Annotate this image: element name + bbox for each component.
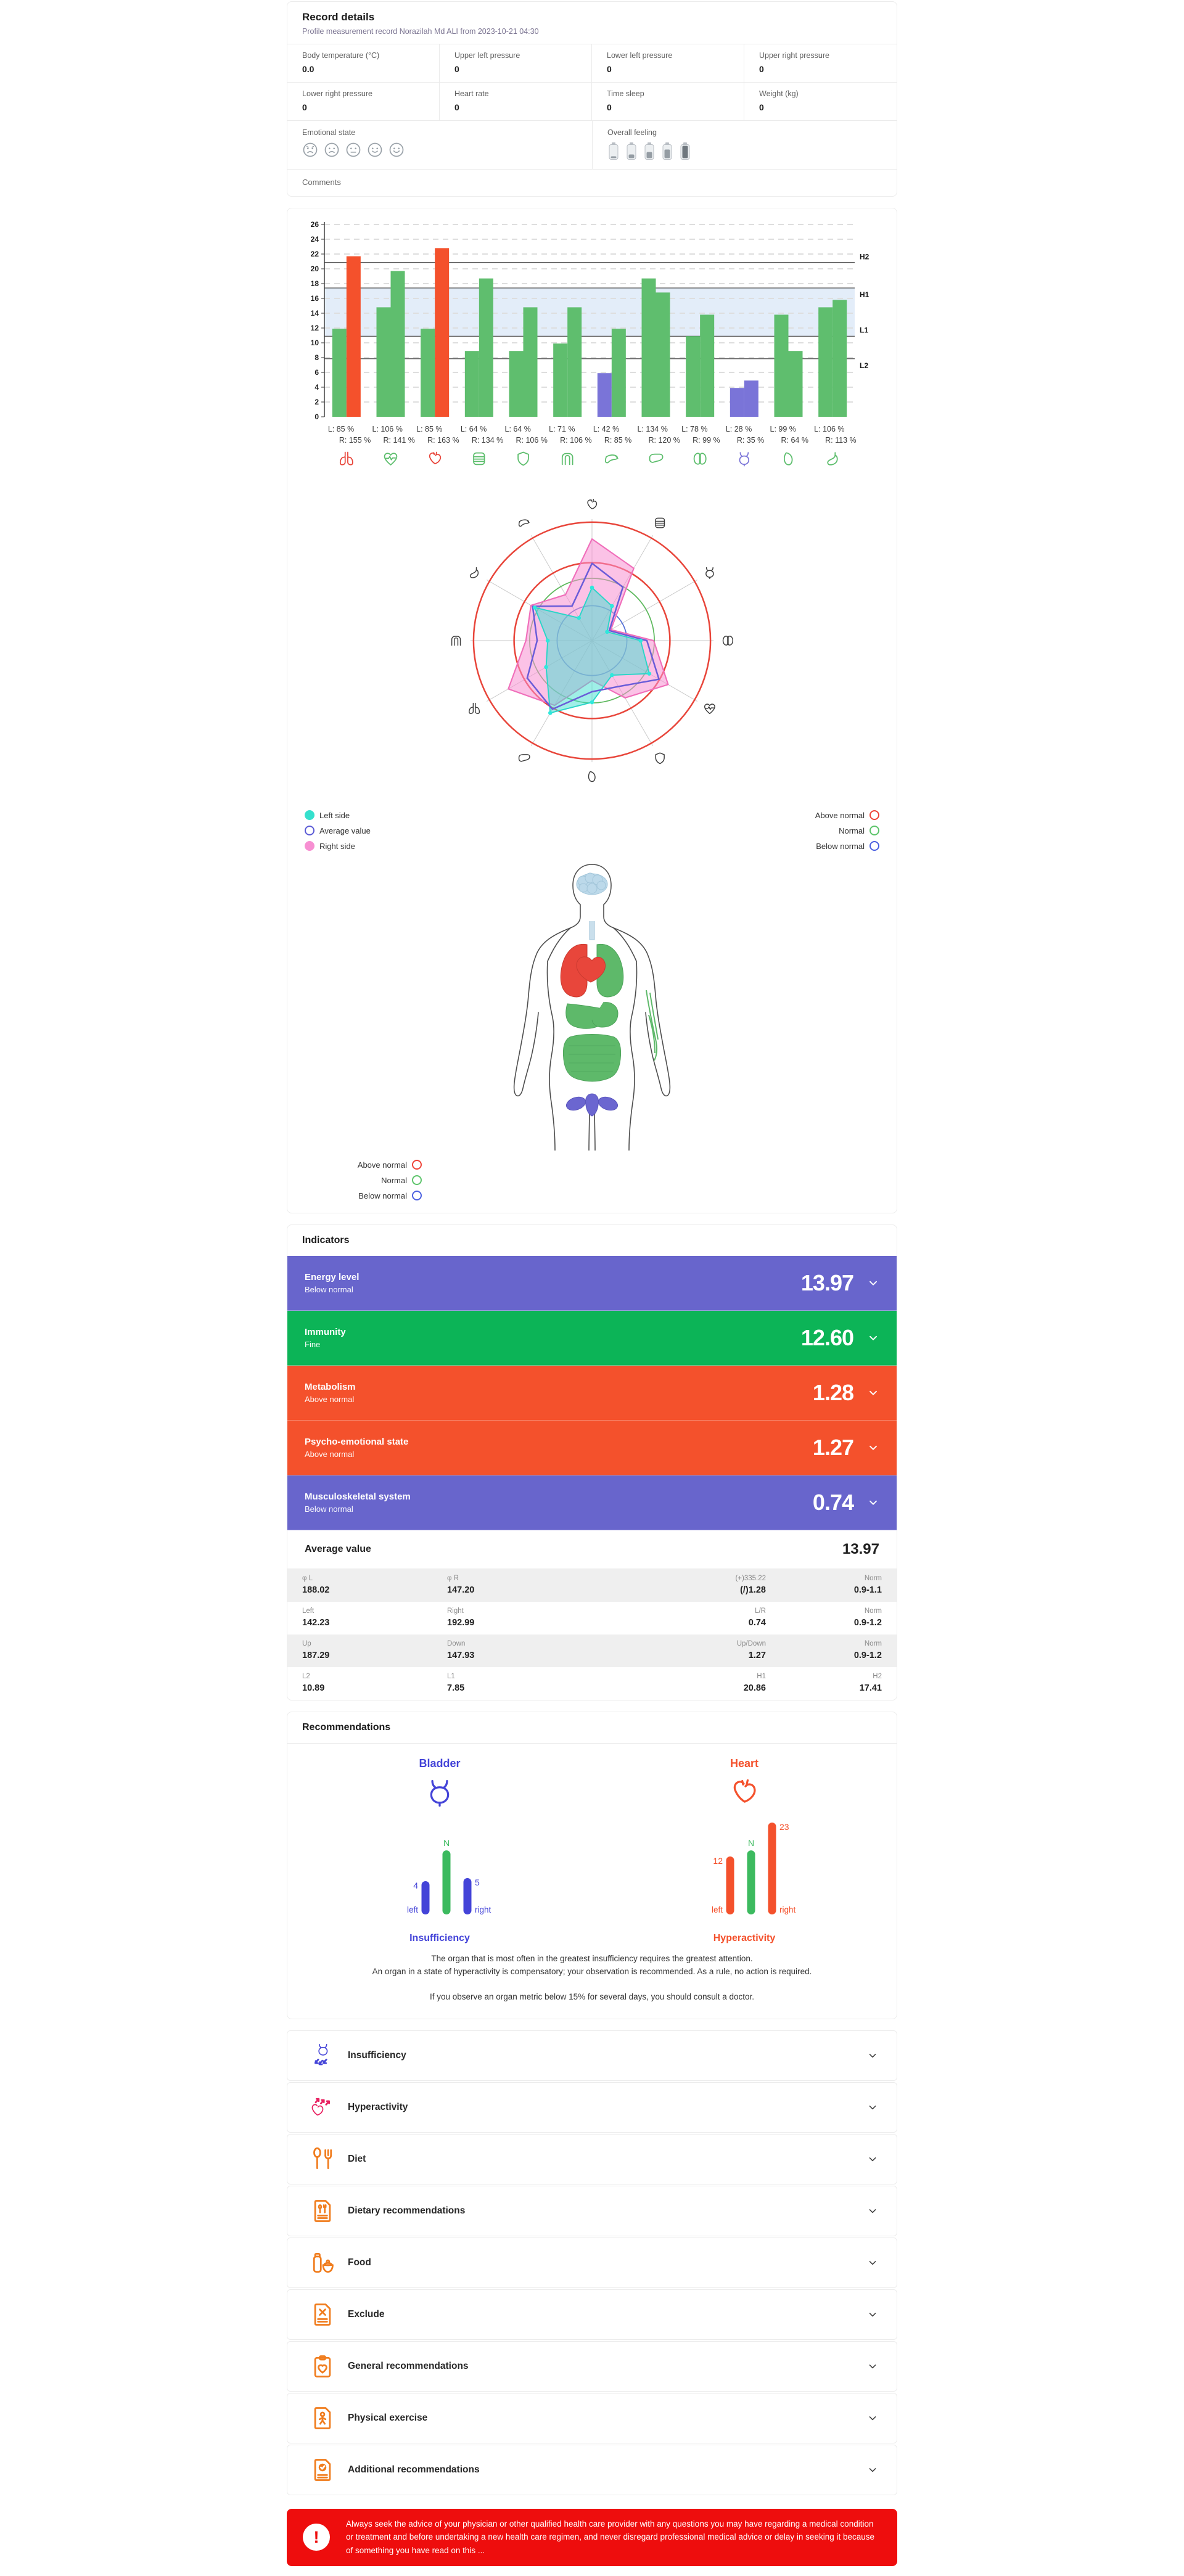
indicators-card <box>287 1224 897 1700</box>
chevron-down-icon <box>867 1387 879 1399</box>
note-attention: The organ that is most often in the greatest insufficiency requires the greatest attention. <box>431 1954 753 1963</box>
metrics-cell: H1 20.86 <box>743 1673 766 1693</box>
legend-item: Left side <box>305 810 371 820</box>
organ-name: Bladder <box>419 1757 461 1770</box>
svg-text:L: 28 %: L: 28 % <box>725 425 752 433</box>
field-label: Heart rate <box>454 89 489 98</box>
svg-text:N: N <box>747 1838 755 1848</box>
bar-right <box>744 380 758 417</box>
bar-left <box>465 351 479 417</box>
bar-left <box>421 329 435 417</box>
svg-text:10: 10 <box>310 338 319 347</box>
emotion-great-icon[interactable] <box>388 142 405 158</box>
bar-right <box>789 351 803 417</box>
metrics-cell: Norm 0.9-1.2 <box>853 1640 882 1660</box>
svg-text:12: 12 <box>310 324 319 332</box>
svg-text:24: 24 <box>310 235 319 244</box>
svg-text:L: 85 %: L: 85 % <box>416 425 443 433</box>
metrics-table-row <box>287 1667 897 1700</box>
bar-left <box>730 388 744 417</box>
chevron-down-icon <box>867 1496 879 1509</box>
kidneys-icon <box>694 453 706 464</box>
record-field[interactable] <box>592 83 744 121</box>
indicator-row-psycho-emotional-state[interactable] <box>287 1421 897 1475</box>
svg-text:14: 14 <box>310 309 319 318</box>
indicator-row-immunity[interactable] <box>287 1311 897 1366</box>
organ-state-label: Insufficiency <box>409 1933 470 1943</box>
indicator-row-metabolism[interactable] <box>287 1366 897 1421</box>
emotional-state-label: Emotional state <box>302 128 356 137</box>
bar-right <box>435 248 449 417</box>
indicator-name: Musculoskeletal system <box>305 1491 411 1502</box>
accordion-label: Physical exercise <box>348 2412 428 2423</box>
svg-text:20: 20 <box>310 265 319 273</box>
brain-organ <box>577 873 607 895</box>
body-map <box>287 861 897 1154</box>
legend-item: Average value <box>305 826 371 835</box>
field-label: Lower right pressure <box>302 89 372 98</box>
organ-radar-chart <box>287 480 897 804</box>
svg-text:L: 78 %: L: 78 % <box>681 425 708 433</box>
shield-icon <box>518 453 528 466</box>
indicator-value: 13.97 <box>800 1270 853 1295</box>
legend-item: Right side <box>305 841 371 851</box>
svg-text:R: 155 %: R: 155 % <box>339 436 371 445</box>
svg-text:L: 64 %: L: 64 % <box>460 425 487 433</box>
report-page <box>287 0 897 2576</box>
indicator-status: Below normal <box>305 1285 353 1294</box>
pancreas-icon <box>519 520 529 526</box>
accordion-item-additional-recommendations[interactable] <box>287 2445 897 2495</box>
human-body-diagram <box>500 861 684 1151</box>
indicator-row-energy-level[interactable] <box>287 1256 897 1311</box>
svg-text:R: 106 %: R: 106 % <box>516 436 548 445</box>
record-subtitle: Profile measurement record Norazilah Md ALI from 2023-10-21 04:30 <box>302 27 539 36</box>
accordion-item-dietary-recommendations[interactable] <box>287 2186 897 2236</box>
svg-text:12: 12 <box>713 1856 723 1866</box>
indicator-status: Above normal <box>305 1450 355 1459</box>
record-field[interactable] <box>287 83 440 121</box>
accordion-label: Dietary recommendations <box>348 2205 466 2216</box>
metrics-cell: φ L 188.02 <box>302 1575 330 1595</box>
legend-circle <box>870 810 879 820</box>
bar-left <box>553 343 567 417</box>
clipboard-heart-icon <box>315 2356 330 2376</box>
accordion-label: Hyperactivity <box>348 2101 408 2112</box>
lungs-icon <box>340 453 353 465</box>
svg-text:H2: H2 <box>860 252 870 261</box>
svg-text:6: 6 <box>314 368 319 377</box>
emotion-neutral-icon[interactable] <box>345 142 361 158</box>
charts-card <box>287 208 897 1213</box>
field-value: 0 <box>454 64 459 74</box>
svg-text:22: 22 <box>310 250 319 258</box>
exclamation-icon: ! <box>303 2524 330 2551</box>
body-map-legend <box>287 1160 422 1200</box>
record-field[interactable] <box>744 83 897 121</box>
accordion-label: General recommendations <box>348 2360 469 2371</box>
heart-icon <box>430 453 441 464</box>
radar-series-legend <box>305 810 371 851</box>
recommended-organ-heart <box>592 1755 897 1944</box>
emotion-sad-icon[interactable] <box>324 142 340 158</box>
accordion-item-food[interactable] <box>287 2238 897 2288</box>
lungs-icon <box>469 703 480 714</box>
bar-left <box>775 314 789 417</box>
indicator-rows <box>287 1256 897 1530</box>
svg-text:L: 106 %: L: 106 % <box>372 425 403 433</box>
indicator-status: Fine <box>305 1340 321 1349</box>
bar-left <box>598 373 612 417</box>
indicator-value: 0.74 <box>812 1490 853 1515</box>
svg-text:R: 120 %: R: 120 % <box>648 436 680 445</box>
battery-level-2-icon[interactable] <box>625 142 638 160</box>
doc-x-icon <box>315 2304 330 2324</box>
accordion-item-insufficiency[interactable] <box>287 2030 897 2081</box>
metrics-table <box>287 1569 897 1700</box>
chevron-down-icon <box>867 2050 878 2061</box>
indicator-value: 12.60 <box>800 1325 853 1350</box>
heartpulse-icon <box>705 704 715 713</box>
metrics-cell: (+)335.22 (/)1.28 <box>735 1575 766 1595</box>
indicator-name: Immunity <box>305 1327 346 1337</box>
battery-level-4-icon[interactable] <box>661 142 673 160</box>
chevron-down-icon <box>867 1332 879 1344</box>
emotion-good-icon[interactable] <box>367 142 383 158</box>
legend-dot <box>305 826 314 835</box>
field-label: Upper right pressure <box>759 51 829 60</box>
accordion-label: Exclude <box>348 2308 385 2320</box>
metrics-cell: L1 7.85 <box>447 1673 465 1693</box>
svg-text:L: 99 %: L: 99 % <box>770 425 796 433</box>
hyperactivity-icon <box>312 2099 329 2115</box>
svg-text:L: 85 %: L: 85 % <box>327 425 355 433</box>
field-value: 0 <box>607 102 612 112</box>
field-value: 0 <box>759 102 764 112</box>
recommendations-card <box>287 1712 897 2019</box>
svg-text:23: 23 <box>779 1822 789 1832</box>
svg-text:left: left <box>406 1905 418 1914</box>
bar-right <box>656 292 670 417</box>
bar-right <box>567 307 582 417</box>
metrics-table-row <box>287 1635 897 1667</box>
organ-bar-chart <box>300 219 884 475</box>
legend-item: Below normal <box>815 841 879 851</box>
svg-text:R: 64 %: R: 64 % <box>781 436 808 445</box>
intestine-icon <box>474 453 485 465</box>
svg-text:18: 18 <box>310 279 319 288</box>
svg-text:left: left <box>711 1905 723 1914</box>
svg-text:L1: L1 <box>860 326 869 335</box>
accordion-item-general-recommendations[interactable] <box>287 2341 897 2392</box>
svg-text:H1: H1 <box>860 290 870 300</box>
indicator-name: Energy level <box>305 1272 360 1282</box>
chevron-down-icon <box>867 2205 878 2217</box>
metrics-cell: L2 10.89 <box>302 1673 325 1693</box>
svg-text:8: 8 <box>314 353 319 362</box>
record-field[interactable] <box>744 44 897 83</box>
bar-right <box>524 307 538 417</box>
stomach-icon <box>828 453 837 465</box>
field-value: 0 <box>607 64 612 74</box>
average-value: 13.97 <box>842 1541 879 1557</box>
svg-text:right: right <box>475 1905 491 1914</box>
bladder-icon <box>706 568 713 579</box>
metrics-table-row <box>287 1569 897 1602</box>
svg-text:R: 85 %: R: 85 % <box>604 436 632 445</box>
indicator-value: 1.27 <box>812 1435 853 1460</box>
field-label: Time sleep <box>607 89 644 98</box>
doc-person-icon <box>315 2408 330 2428</box>
svg-text:16: 16 <box>310 294 319 303</box>
record-fields-grid <box>287 44 897 121</box>
svg-text:L: 64 %: L: 64 % <box>504 425 531 433</box>
heart-icon <box>588 499 596 509</box>
metrics-cell: L/R 0.74 <box>748 1607 766 1628</box>
svg-text:R: 113 %: R: 113 % <box>825 436 857 445</box>
chevron-down-icon <box>867 2309 878 2320</box>
chevron-down-icon <box>867 2257 878 2268</box>
bar-left <box>642 279 656 417</box>
chevron-down-icon <box>867 2361 878 2372</box>
svg-text:4: 4 <box>314 383 319 392</box>
field-label: Weight (kg) <box>759 89 799 98</box>
cutlery-icon <box>314 2148 331 2168</box>
indicator-row-musculoskeletal-system[interactable] <box>287 1475 897 1530</box>
accordion-item-diet[interactable] <box>287 2134 897 2184</box>
bladder-icon <box>431 1781 448 1806</box>
comments-label: Comments <box>302 178 341 187</box>
liver-icon <box>650 454 663 462</box>
heart-icon <box>734 1781 755 1802</box>
battery-level-3-icon[interactable] <box>643 142 656 160</box>
stomach-icon <box>471 568 479 578</box>
bar-left <box>332 329 347 417</box>
svg-text:L: 106 %: L: 106 % <box>814 425 845 433</box>
indicator-status: Below normal <box>305 1504 353 1514</box>
battery-level-1-icon[interactable] <box>607 142 620 160</box>
metrics-cell: Norm 0.9-1.1 <box>853 1575 882 1595</box>
chevron-down-icon <box>867 2413 878 2424</box>
legend-item: Below normal <box>305 1191 422 1200</box>
metrics-cell: φ R 147.20 <box>447 1575 475 1595</box>
heartpulse-icon <box>385 453 397 465</box>
medical-disclaimer <box>287 2509 897 2566</box>
bar-left <box>377 307 391 417</box>
record-field[interactable] <box>287 44 440 83</box>
colon-icon <box>562 454 573 465</box>
legend-item: Above normal <box>305 1160 422 1170</box>
liver-icon <box>519 755 530 761</box>
svg-text:0: 0 <box>314 412 319 421</box>
svg-text:L: 71 %: L: 71 % <box>549 425 575 433</box>
insufficiency-icon <box>315 2044 327 2064</box>
intestines-organ <box>563 1035 620 1081</box>
average-value-label: Average value <box>305 1544 371 1554</box>
average-value-row <box>287 1530 897 1569</box>
legend-dot <box>305 841 314 851</box>
svg-text:R: 141 %: R: 141 % <box>383 436 415 445</box>
field-value: 0 <box>759 64 764 74</box>
bar-right <box>700 314 714 417</box>
record-field[interactable] <box>592 44 744 83</box>
page-title: Record details <box>302 11 375 23</box>
bar-right <box>391 271 405 417</box>
indicator-name: Metabolism <box>305 1382 356 1392</box>
colon-icon <box>452 636 461 646</box>
spleen-icon <box>589 772 595 782</box>
record-field[interactable] <box>440 83 592 121</box>
svg-text:2: 2 <box>314 398 319 406</box>
bar-left <box>686 336 700 417</box>
indicator-status: Above normal <box>305 1395 355 1404</box>
spleen-icon <box>784 453 792 464</box>
record-field[interactable] <box>440 44 592 83</box>
chevron-down-icon <box>867 1277 879 1289</box>
svg-text:L2: L2 <box>860 361 869 370</box>
recommendations-title: Recommendations <box>287 1712 897 1744</box>
chevron-down-icon <box>867 2154 878 2165</box>
metrics-table-row <box>287 1602 897 1635</box>
svg-text:R: 35 %: R: 35 % <box>736 436 765 445</box>
radar-levels-legend <box>815 810 879 851</box>
bar-right <box>479 279 493 417</box>
metrics-cell: Up 187.29 <box>302 1640 330 1660</box>
accordion-label: Additional recommendations <box>348 2464 480 2475</box>
bar-right <box>612 329 626 417</box>
overall-feeling-picker[interactable] <box>607 142 882 160</box>
legend-dot <box>305 810 314 820</box>
intestine-icon <box>656 518 664 527</box>
accordion-label: Food <box>348 2257 371 2268</box>
accordion-item-physical-exercise[interactable] <box>287 2393 897 2443</box>
bar-left <box>818 307 832 417</box>
field-value: 0 <box>302 102 307 112</box>
svg-text:R: 99 %: R: 99 % <box>693 436 720 445</box>
metrics-cell: Norm 0.9-1.2 <box>853 1607 882 1628</box>
svg-text:R: 134 %: R: 134 % <box>471 436 504 445</box>
accordion-item-hyperactivity[interactable] <box>287 2082 897 2133</box>
svg-text:N: N <box>443 1838 450 1848</box>
indicator-value: 1.28 <box>812 1380 853 1405</box>
battery-level-5-icon[interactable] <box>679 142 691 160</box>
recommendation-accordion <box>287 2030 897 2495</box>
accordion-item-exclude[interactable] <box>287 2289 897 2340</box>
pelvic-organs <box>565 1094 620 1116</box>
accordion-label: Diet <box>348 2153 366 2164</box>
legend-circle <box>870 841 879 851</box>
pancreas-icon <box>606 455 618 463</box>
legend-circle <box>870 826 879 835</box>
overall-feeling-label: Overall feeling <box>607 128 657 137</box>
chevron-down-icon <box>867 2102 878 2113</box>
bladder-icon <box>739 453 749 466</box>
metrics-cell: Up/Down 1.27 <box>736 1640 766 1660</box>
organ-state-label: Hyperactivity <box>713 1933 776 1943</box>
bar-right <box>347 256 361 417</box>
metrics-cell: Down 147.93 <box>447 1640 475 1660</box>
doc-cutlery-icon <box>315 2201 330 2221</box>
indicator-name: Psycho-emotional state <box>305 1437 409 1447</box>
svg-text:R: 106 %: R: 106 % <box>560 436 592 445</box>
svg-text:right: right <box>779 1905 796 1914</box>
legend-item: Above normal <box>815 810 879 820</box>
chevron-down-icon <box>867 1442 879 1454</box>
organ-name: Heart <box>730 1757 759 1770</box>
legend-item: Normal <box>815 826 879 835</box>
field-label: Upper left pressure <box>454 51 520 60</box>
legend-circle <box>412 1175 422 1185</box>
trachea <box>590 921 594 940</box>
legend-item: Normal <box>305 1175 422 1185</box>
svg-text:4: 4 <box>413 1881 418 1890</box>
svg-text:L: 134 %: L: 134 % <box>637 425 668 433</box>
food-icon <box>314 2254 332 2271</box>
legend-circle <box>412 1160 422 1170</box>
metrics-cell: H2 17.41 <box>859 1673 882 1693</box>
metrics-cell: Right 192.99 <box>447 1607 475 1628</box>
field-value: 0 <box>454 102 459 112</box>
recommended-organs <box>287 1744 897 1946</box>
field-value: 0.0 <box>302 64 314 74</box>
emotional-state-picker[interactable] <box>302 142 577 158</box>
disclaimer-text: Always seek the advice of your physician or other qualified health care provider with any questions you may have regarding a medical condition or treatment and before undertaking a new health care regimen, and never disregard professional medical advice or delay in seeking it because of something you have read on this ... <box>346 2519 875 2555</box>
note-doctor: If you observe an organ metric below 15% for several days, you should consult a doctor. <box>429 1991 755 2001</box>
doc-check-icon <box>315 2459 330 2480</box>
bar-left <box>509 351 524 417</box>
stomach-organ <box>592 1003 618 1027</box>
bar-right <box>832 300 847 417</box>
svg-text:R: 163 %: R: 163 % <box>427 436 459 445</box>
svg-text:26: 26 <box>310 220 319 229</box>
svg-text:5: 5 <box>475 1877 480 1887</box>
emotion-very-sad-icon[interactable] <box>302 142 318 158</box>
recommendation-notes <box>287 1946 897 2019</box>
chevron-down-icon <box>867 2464 878 2476</box>
comments-row[interactable] <box>287 170 897 196</box>
accordion-label: Insufficiency <box>348 2049 406 2061</box>
record-details-card <box>287 1 897 197</box>
recommended-organ-bladder <box>287 1755 592 1944</box>
legend-circle <box>412 1191 422 1200</box>
svg-text:L: 42 %: L: 42 % <box>593 425 620 433</box>
metrics-cell: Left 142.23 <box>302 1607 330 1628</box>
kidneys-icon <box>723 636 733 645</box>
field-label: Lower left pressure <box>607 51 673 60</box>
indicators-title: Indicators <box>302 1235 350 1245</box>
shield-icon <box>656 753 664 763</box>
field-label: Body temperature (°C) <box>302 51 380 60</box>
note-hyperactivity: An organ in a state of hyperactivity is compensatory; your observation is recommended. As a rule, no action is required. <box>372 1966 812 1976</box>
